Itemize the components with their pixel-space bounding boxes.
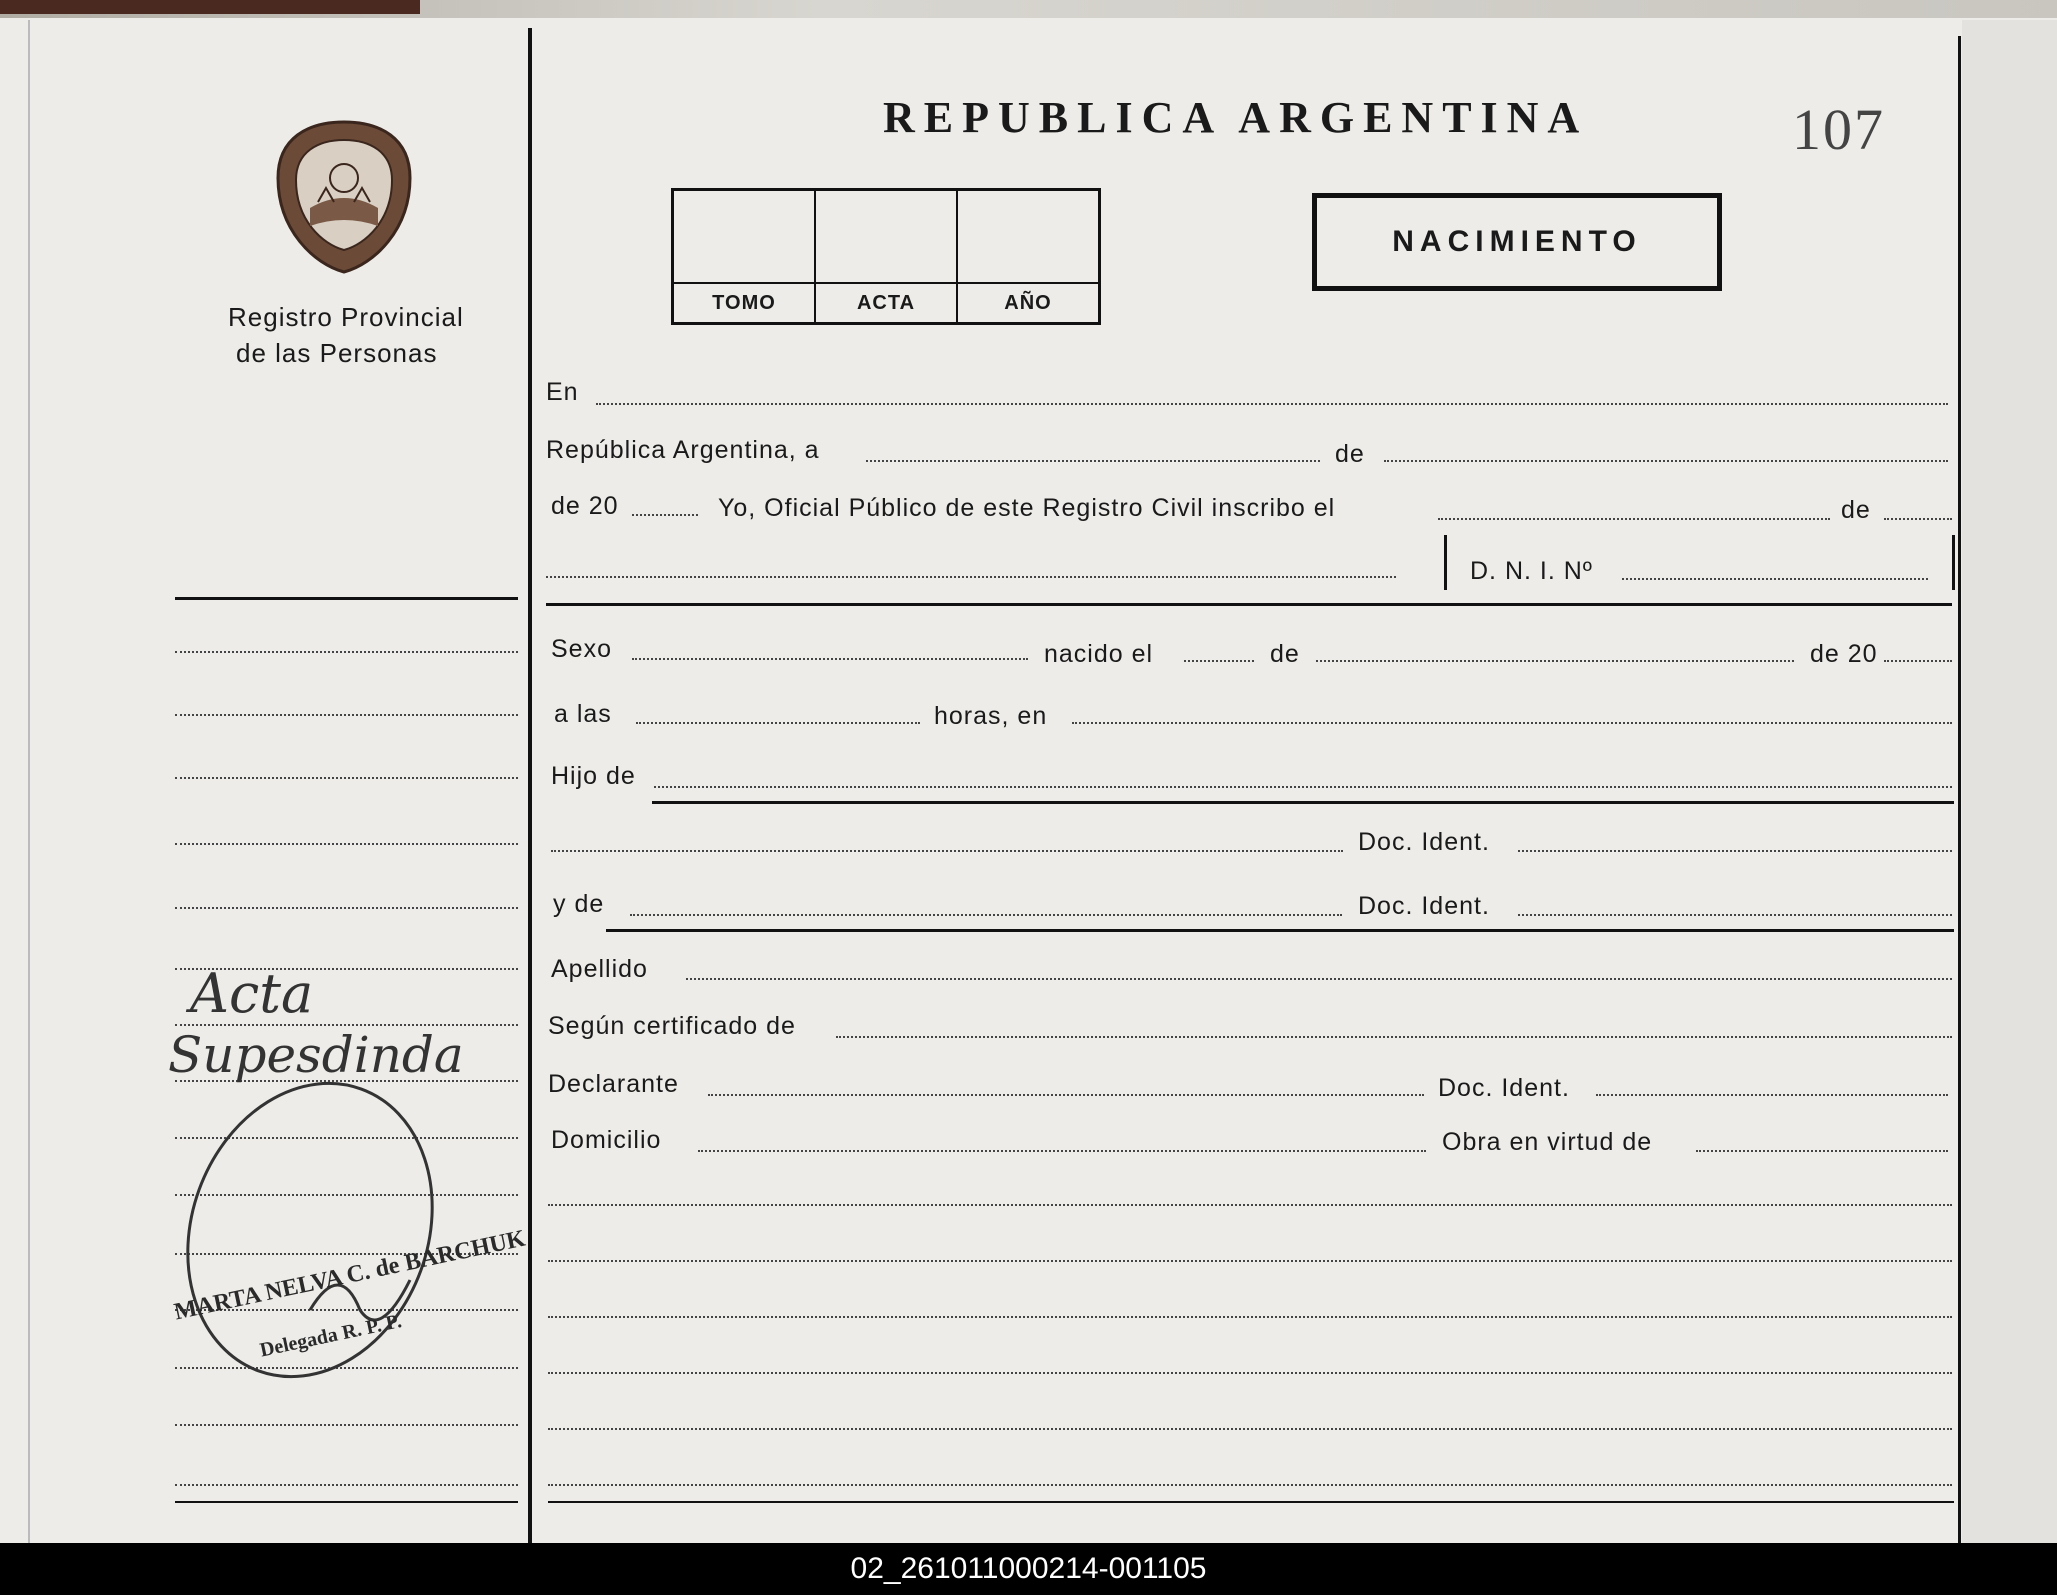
page-fold bbox=[28, 20, 30, 1543]
dni-label: D. N. I. Nº bbox=[1470, 557, 1593, 585]
handwritten-note-line1: Acta bbox=[190, 962, 314, 1025]
stamp-name: MARTA NELVA C. de BARCHUK bbox=[172, 1225, 528, 1326]
declarante-doc-field[interactable] bbox=[1596, 1094, 1948, 1096]
en-field[interactable] bbox=[596, 403, 1948, 405]
doc-ident-label-1: Doc. Ident. bbox=[1358, 828, 1490, 856]
page-number: 107 bbox=[1792, 97, 1885, 162]
tomo-label: TOMO bbox=[674, 282, 814, 322]
provincial-seal bbox=[270, 118, 418, 276]
registry-name-line1: Registro Provincial bbox=[228, 302, 464, 332]
horas-en-label: horas, en bbox=[934, 702, 1048, 730]
apellido-field[interactable] bbox=[686, 978, 1952, 980]
left-frame-line bbox=[528, 28, 532, 1543]
de-label-2: de bbox=[1841, 496, 1871, 524]
sidebar-line bbox=[175, 1424, 518, 1426]
hijo-de-label: Hijo de bbox=[551, 762, 636, 790]
observation-line[interactable] bbox=[548, 1260, 1952, 1262]
a-las-label: a las bbox=[554, 700, 612, 728]
birth-month-field[interactable] bbox=[1316, 660, 1794, 662]
yo-oficial-label: Yo, Oficial Público de este Registro Civil inscribo el bbox=[718, 494, 1336, 522]
observation-line[interactable] bbox=[548, 1372, 1952, 1374]
apellido-label: Apellido bbox=[551, 955, 648, 983]
sidebar-line bbox=[175, 1484, 518, 1486]
mother-doc-field[interactable] bbox=[1518, 914, 1952, 916]
section-divider-1 bbox=[546, 603, 1952, 606]
sidebar-line bbox=[175, 777, 518, 779]
record-number-box bbox=[671, 188, 1101, 325]
sidebar-divider bbox=[175, 597, 518, 600]
anio-cell bbox=[958, 191, 1098, 322]
scan-id-bar: 02_261011000214-001105 bbox=[0, 1543, 2057, 1595]
segun-label: Según certificado de bbox=[548, 1012, 796, 1040]
doc-ident-label-2: Doc. Ident. bbox=[1358, 892, 1490, 920]
declarante-label: Declarante bbox=[548, 1070, 679, 1098]
observation-line[interactable] bbox=[548, 1484, 1952, 1486]
doc-ident-label-3: Doc. Ident. bbox=[1438, 1074, 1570, 1102]
year-field-1[interactable] bbox=[632, 514, 698, 516]
inscribo-field[interactable] bbox=[1438, 518, 1830, 520]
de-label-1: de bbox=[1335, 440, 1365, 468]
en-label: En bbox=[546, 378, 579, 406]
section-divider-3 bbox=[606, 929, 1954, 932]
top-edge-dark bbox=[0, 0, 420, 14]
year-prefix-1: de 20 bbox=[551, 492, 619, 520]
registry-name-line2: de las Personas bbox=[236, 338, 438, 368]
handwritten-note-line2: Supesdinda bbox=[168, 1026, 464, 1084]
day-field[interactable] bbox=[866, 460, 1320, 462]
sidebar-line bbox=[175, 651, 518, 653]
inscribo-de-field[interactable] bbox=[1884, 518, 1952, 520]
acta-label: ACTA bbox=[816, 282, 956, 322]
record-type-box: NACIMIENTO bbox=[1312, 193, 1722, 291]
sidebar-bottom-line bbox=[175, 1501, 518, 1503]
domicilio-label: Domicilio bbox=[551, 1126, 662, 1154]
signature-stroke bbox=[160, 1080, 450, 1410]
stamp-title: Delegada R. P. P. bbox=[258, 1310, 404, 1362]
mother-field[interactable] bbox=[630, 914, 1342, 916]
tomo-cell bbox=[674, 191, 816, 322]
father-field[interactable] bbox=[654, 786, 1952, 788]
acta-cell bbox=[816, 191, 958, 322]
certificado-field[interactable] bbox=[836, 1036, 1952, 1038]
father-doc-field[interactable] bbox=[1518, 850, 1952, 852]
de-label-3: de bbox=[1270, 640, 1300, 668]
country-title: REPUBLICA ARGENTINA bbox=[883, 93, 1589, 142]
birthplace-field[interactable] bbox=[1072, 722, 1952, 724]
dni-field[interactable] bbox=[1622, 578, 1928, 580]
father-name-cont-field[interactable] bbox=[551, 850, 1343, 852]
obra-field[interactable] bbox=[1696, 1150, 1948, 1152]
sexo-label: Sexo bbox=[551, 635, 612, 663]
right-frame-line bbox=[1958, 36, 1961, 1543]
sidebar-line bbox=[175, 843, 518, 845]
declarante-field[interactable] bbox=[708, 1094, 1424, 1096]
obra-label: Obra en virtud de bbox=[1442, 1128, 1653, 1156]
sexo-field[interactable] bbox=[632, 658, 1028, 660]
year-prefix-2: de 20 bbox=[1810, 640, 1878, 668]
hour-field[interactable] bbox=[636, 722, 920, 724]
anio-label: AÑO bbox=[958, 282, 1098, 322]
domicilio-field[interactable] bbox=[698, 1150, 1426, 1152]
observation-line[interactable] bbox=[548, 1316, 1952, 1318]
sidebar-line bbox=[175, 907, 518, 909]
y-de-label: y de bbox=[553, 890, 605, 918]
republica-label: República Argentina, a bbox=[546, 436, 820, 464]
nacido-label: nacido el bbox=[1044, 640, 1154, 668]
month-field[interactable] bbox=[1384, 460, 1948, 462]
birth-year-field[interactable] bbox=[1884, 660, 1952, 662]
right-page-edge bbox=[1962, 20, 2057, 1543]
name-field[interactable] bbox=[546, 576, 1396, 578]
section-divider-2 bbox=[652, 801, 1954, 804]
sidebar-line bbox=[175, 714, 518, 716]
observation-line[interactable] bbox=[548, 1428, 1952, 1430]
observation-line[interactable] bbox=[548, 1204, 1952, 1206]
birth-day-field[interactable] bbox=[1184, 660, 1254, 662]
form-bottom-line bbox=[548, 1501, 1954, 1503]
